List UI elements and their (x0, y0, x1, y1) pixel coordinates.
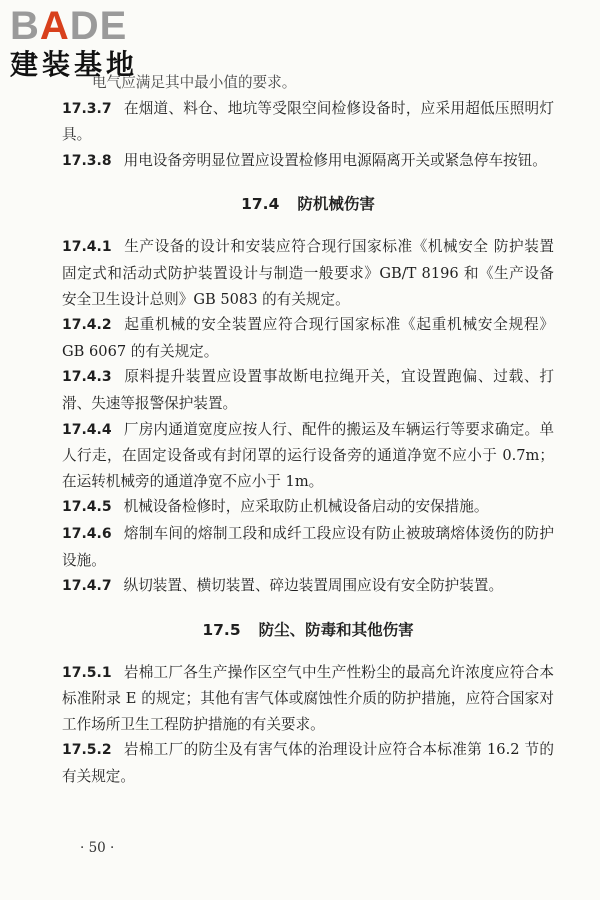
clause-17-3-8 (62, 148, 554, 175)
clause-number: 17.4.2 (62, 317, 112, 334)
clause-text: 岩棉工厂各生产操作区空气中生产性粉尘的最高允许浓度应符合本标准附录 E 的规定；其他有害气体或腐蚀性介质的防护措施，应符合国家对工作场所卫生工程防护措施的有关要求。 (62, 663, 554, 733)
clause-text: 在烟道、料仓、地坑等受限空间检修设备时，应采用超低压照明灯具。 (62, 99, 554, 144)
logo-brand-text: BADE (10, 4, 128, 48)
clause-number: 17.4.1 (62, 239, 112, 256)
clause-17-5-1 (62, 660, 554, 738)
section-heading-17-5 (62, 617, 554, 643)
clause-text: 纵切装置、横切装置、碎边装置周围应设有安全防护装置。 (123, 577, 504, 595)
clause-number: 17.4.3 (62, 369, 112, 386)
clause-17-4-7 (62, 573, 554, 600)
clause-17-4-6 (62, 521, 554, 573)
page-number: · 50 · (80, 840, 115, 856)
section-number: 17.4 (241, 195, 280, 214)
clause-17-4-5 (62, 494, 554, 521)
section-number: 17.5 (202, 620, 241, 639)
clause-text: 机械设备检修时，应采取防止机械设备启动的安保措施。 (123, 498, 489, 516)
clause-number: 17.3.8 (62, 152, 112, 169)
clause-number: 17.4.7 (62, 578, 112, 595)
continued-text: 电气应满足其中最小值的要求。 (92, 74, 297, 91)
clause-text: 岩棉工厂的防尘及有害气体的治理设计应符合本标准第 16.2 节的有关规定。 (62, 741, 554, 786)
section-heading-17-4 (62, 191, 554, 217)
clause-text: 生产设备的设计和安装应符合现行国家标准《机械安全 防护装置 固定式和活动式防护装置设计与制造一般要求》GB/T 8196 和《生产设备安全卫生设计总则》GB 5083 的有关规定。 (62, 238, 554, 308)
clause-number: 17.4.4 (62, 421, 112, 438)
clause-17-5-2 (62, 737, 554, 789)
clause-17-3-7 (62, 96, 554, 148)
clause-text: 起重机械的安全装置应符合现行国家标准《起重机械安全规程》GB 6067 的有关规定。 (62, 316, 554, 360)
clause-text: 厂房内通道宽度应按人行、配件的搬运及车辆运行等要求确定。单人行走，在固定设备或有封闭罩的运行设备旁的通道净宽不应小于 0.7m；在运转机械旁的通道净宽不应小于 1m。 (62, 420, 554, 490)
clause-number: 17.4.6 (62, 525, 112, 542)
clause-number: 17.3.7 (62, 100, 112, 117)
logo-subtitle: 建装基地 (10, 48, 139, 81)
document-page (62, 70, 554, 790)
clause-number: 17.5.1 (62, 664, 112, 681)
section-title: 防尘、防毒和其他伤害 (258, 619, 414, 639)
clause-text: 原料提升装置应设置事故断电拉绳开关，宜设置跑偏、过载、打滑、失速等报警保护装置。 (62, 368, 554, 412)
clause-text: 熔制车间的熔制工段和成纤工段应设有防止被玻璃熔体烫伤的防护设施。 (62, 524, 554, 569)
brand-logo (10, 4, 180, 94)
clause-17-4-1 (62, 234, 554, 312)
clause-17-4-2 (62, 312, 554, 364)
section-title: 防机械伤害 (297, 194, 375, 214)
clause-number: 17.5.2 (62, 742, 112, 759)
clause-17-4-3 (62, 364, 554, 416)
clause-17-4-4 (62, 417, 554, 495)
clause-number: 17.4.5 (62, 499, 112, 516)
clause-text: 用电设备旁明显位置应设置检修用电源隔离开关或紧急停车按钮。 (123, 151, 547, 169)
